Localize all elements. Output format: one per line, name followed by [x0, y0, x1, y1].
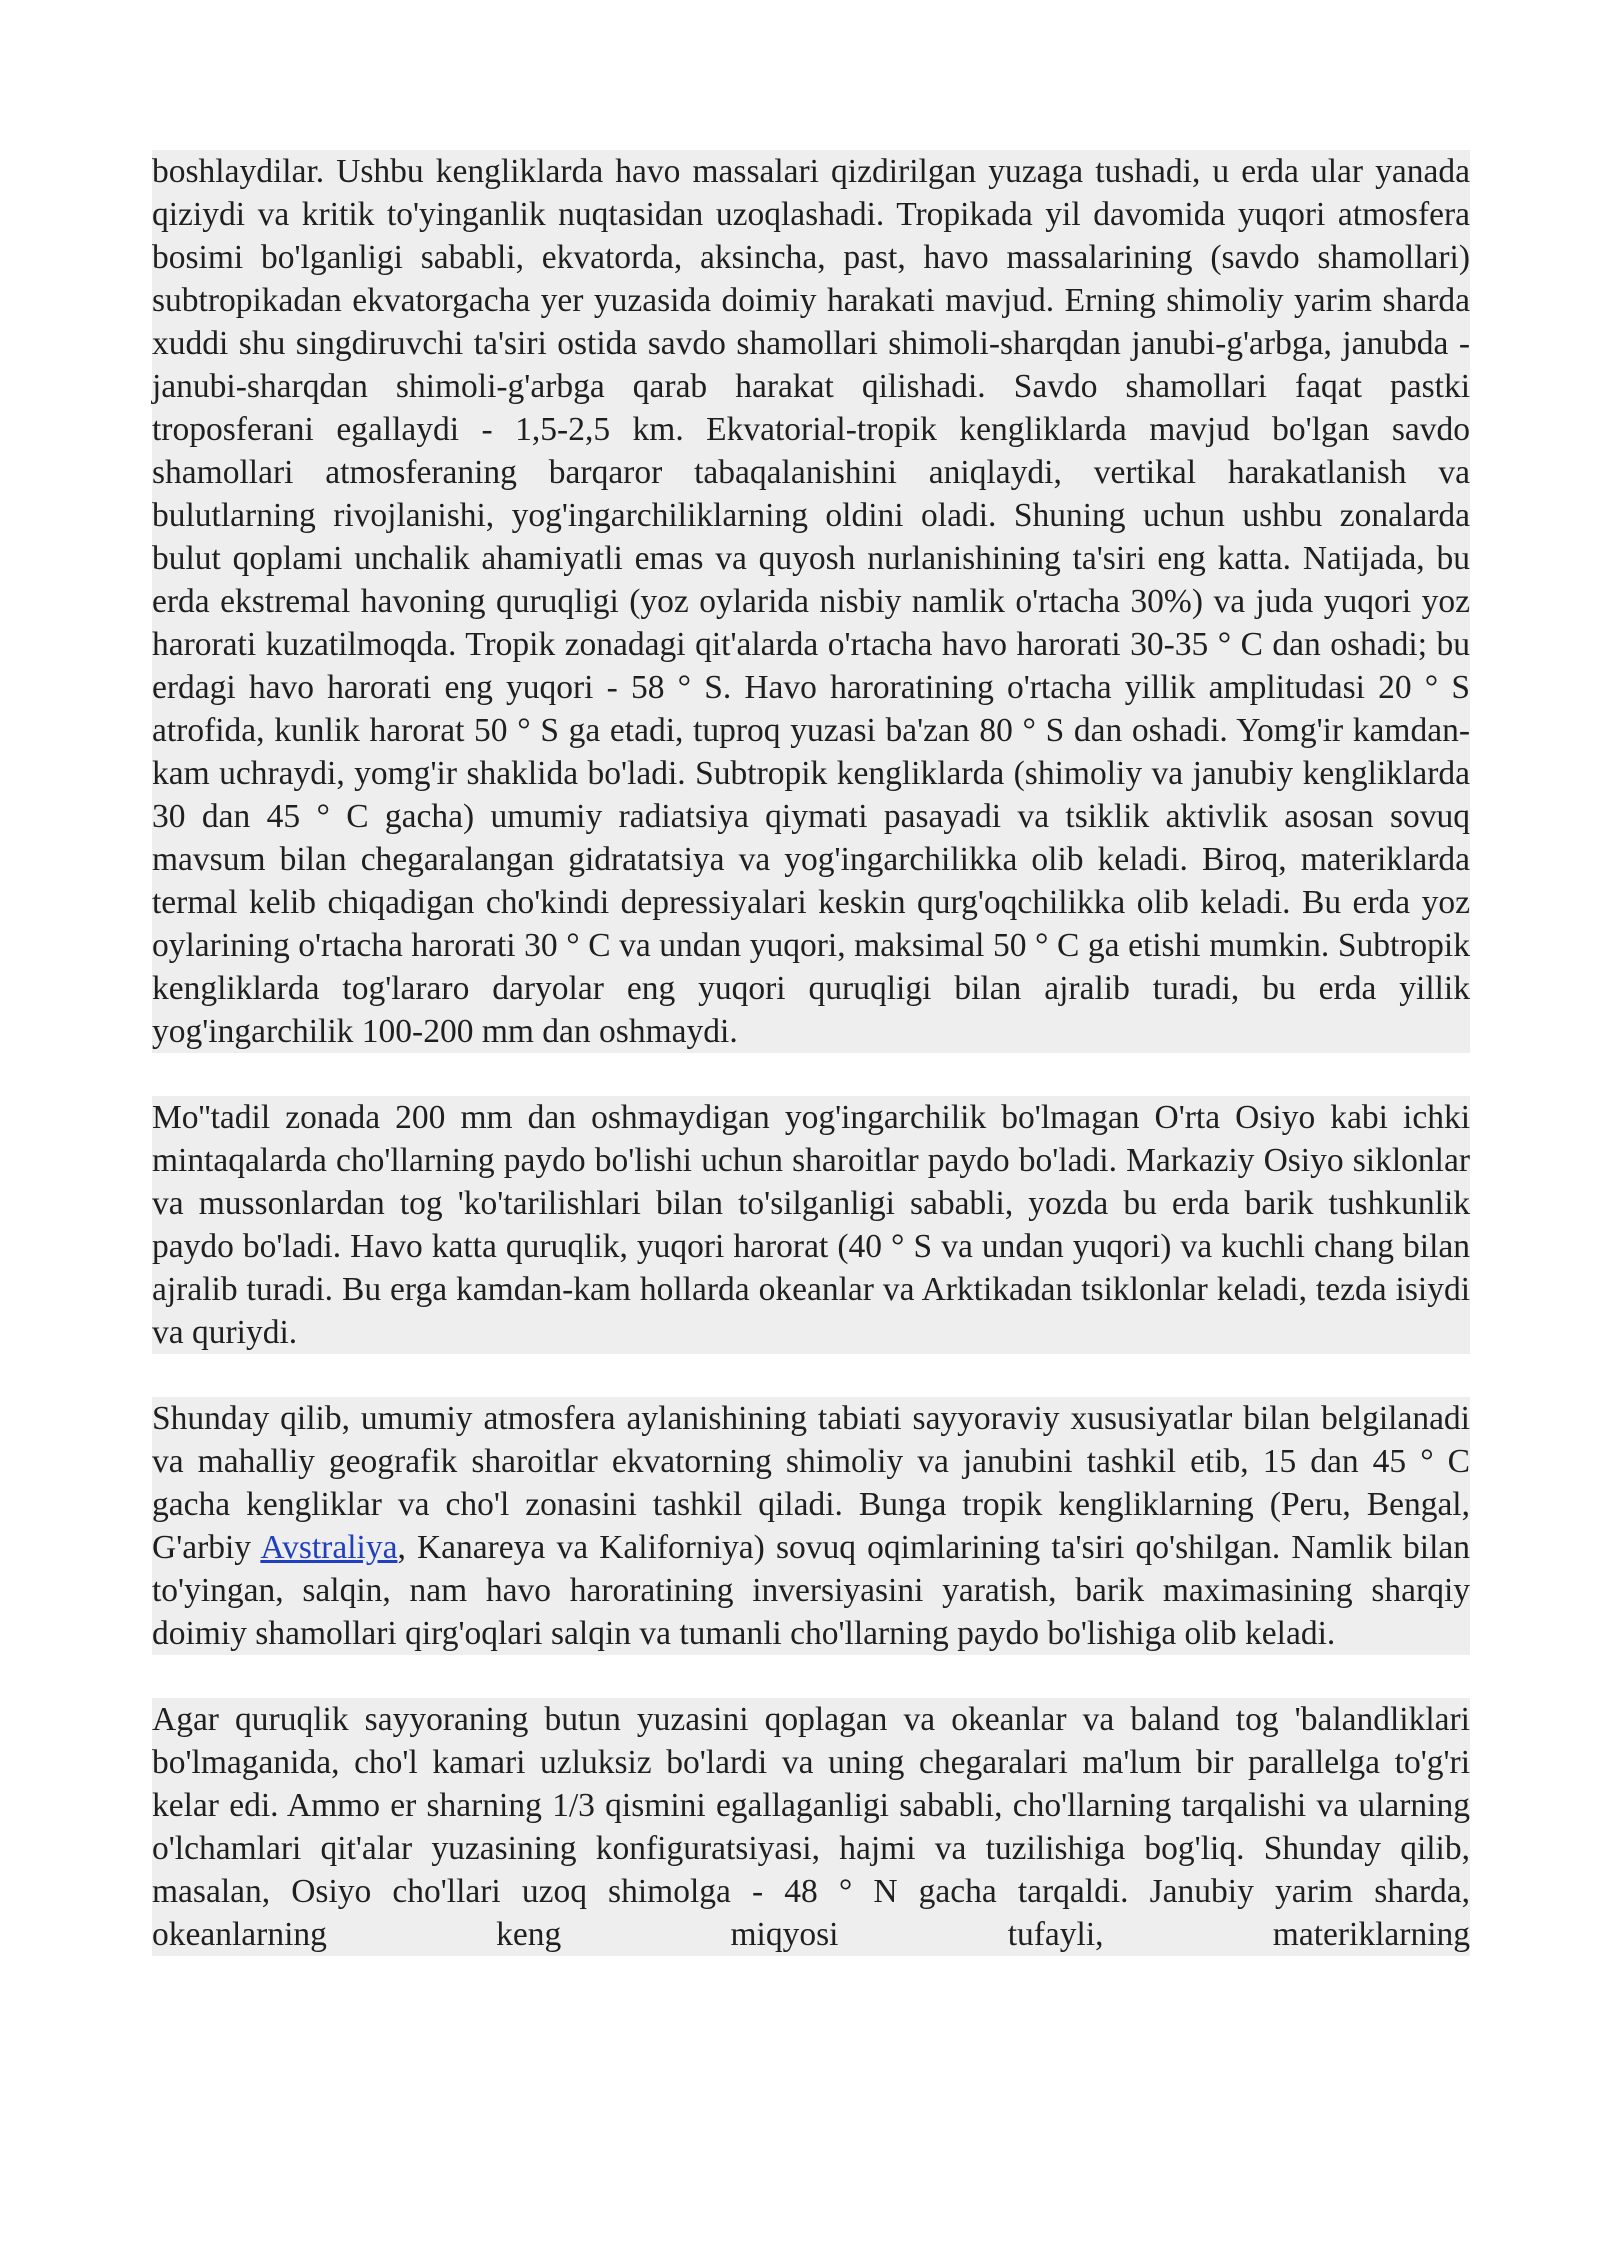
paragraph-2: Mo''tadil zonada 200 mm dan oshmaydigan yog'ingarchilik bo'lmagan O'rta Osiyo kabi ichki mintaqalarda cho'llarning paydo bo'lishi uchun sharoitlar paydo bo'ladi. Markaziy Osiyo siklonlar va mussonlardan tog 'ko'tarilishlari bilan to'silganligi sababli, yozda bu erda barik tushkunlik paydo bo'ladi. Havo katta quruqlik, yuqori harorat (40 ° S va undan yuqori) va kuchli chang bilan ajralib turadi. Bu erga kamdan-kam hollarda okeanlar va Arktikadan tsiklonlar keladi, tezda isiydi va quriydi.: [152, 1096, 1470, 1354]
paragraph-4: Agar quruqlik sayyoraning butun yuzasini qoplagan va okeanlar va baland tog 'balandliklari bo'lmaganida, cho'l kamari uzluksiz bo'lardi va uning chegaralari ma'lum bir parallelga to'g'ri kelar edi. Ammo er sharning 1/3 qismini egallaganligi sababli, cho'llarning tarqalishi va ularning o'lchamlari qit'alar yuzasining konfiguratsiyasi, hajmi va tuzilishiga bog'liq. Shunday qilib, masalan, Osiyo cho'llari uzoq shimolga - 48 ° N gacha tarqaldi. Janubiy yarim sharda, okeanlarning keng miqyosi tufayli, materiklarning: [152, 1698, 1470, 1956]
paragraph-spacer: [152, 1053, 1470, 1096]
paragraph-3: [152, 1397, 1470, 1655]
paragraph-3-text-after: , Kanareya va Kaliforniya) sovuq oqimlarining ta'siri qo'shilgan. Namlik bilan to'yingan, salqin, nam havo haroratining inversiyasini yaratish, barik maximasining sharqiy doimiy shamollari qirg'oqlari salqin va tumanli cho'llarning paydo bo'lishiga olib keladi.: [152, 1529, 1470, 1652]
paragraph-3-text-before: Shunday qilib, umumiy atmosfera aylanishining tabiati sayyoraviy xususiyatlar bilan belgilanadi va mahalliy geografik sharoitlar ekvatorning shimoliy va janubini tashkil etib, 15 dan 45 ° C gacha kengliklar va cho'l zonasini tashkil qiladi. Bunga tropik kengliklarning (Peru, Bengal, G'arbiy: [152, 1400, 1470, 1566]
document-page: [152, 150, 1470, 1956]
paragraph-spacer: [152, 1354, 1470, 1397]
avstraliya-link[interactable]: Avstraliya: [260, 1529, 398, 1566]
paragraph-spacer: [152, 1655, 1470, 1698]
paragraph-1: boshlaydilar. Ushbu kengliklarda havo massalari qizdirilgan yuzaga tushadi, u erda ular yanada qiziydi va kritik to'yinganlik nuqtasidan uzoqlashadi. Tropikada yil davomida yuqori atmosfera bosimi bo'lganligi sababli, ekvatorda, aksincha, past, havo massalarining (savdo shamollari) subtropikadan ekvatorgacha yer yuzasida doimiy harakati mavjud. Erning shimoliy yarim sharda xuddi shu singdiruvchi ta'siri ostida savdo shamollari shimoli-sharqdan janubi-g'arbga, janubda - janubi-sharqdan shimoli-g'arbga qarab harakat qilishadi. Savdo shamollari faqat pastki troposferani egallaydi - 1,5-2,5 km. Ekvatorial-tropik kengliklarda mavjud bo'lgan savdo shamollari atmosferaning barqaror tabaqalanishini aniqlaydi, vertikal harakatlanish va bulutlarning rivojlanishi, yog'ingarchiliklarning oldini oladi. Shuning uchun ushbu zonalarda bulut qoplami unchalik ahamiyatli emas va quyosh nurlanishining ta'siri eng katta. Natijada, bu erda ekstremal havoning quruqligi (yoz oylarida nisbiy namlik o'rtacha 30%) va juda yuqori yoz harorati kuzatilmoqda. Tropik zonadagi qit'alarda o'rtacha havo harorati 30-35 ° C dan oshadi; bu erdagi havo harorati eng yuqori - 58 ° S. Havo haroratining o'rtacha yillik amplitudasi 20 ° S atrofida, kunlik harorat 50 ° S ga etadi, tuproq yuzasi ba'zan 80 ° S dan oshadi. Yomg'ir kamdan-kam uchraydi, yomg'ir shaklida bo'ladi. Subtropik kengliklarda (shimoliy va janubiy kengliklarda 30 dan 45 ° C gacha) umumiy radiatsiya qiymati pasayadi va tsiklik aktivlik asosan sovuq mavsum bilan chegaralangan gidratatsiya va yog'ingarchilikka olib keladi. Biroq, materiklarda termal kelib chiqadigan cho'kindi depressiyalari keskin qurg'oqchilikka olib keladi. Bu erda yoz oylarining o'rtacha harorati 30 ° C va undan yuqori, maksimal 50 ° C ga etishi mumkin. Subtropik kengliklarda tog'lararo daryolar eng yuqori quruqligi bilan ajralib turadi, bu erda yillik yog'ingarchilik 100-200 mm dan oshmaydi.: [152, 150, 1470, 1053]
